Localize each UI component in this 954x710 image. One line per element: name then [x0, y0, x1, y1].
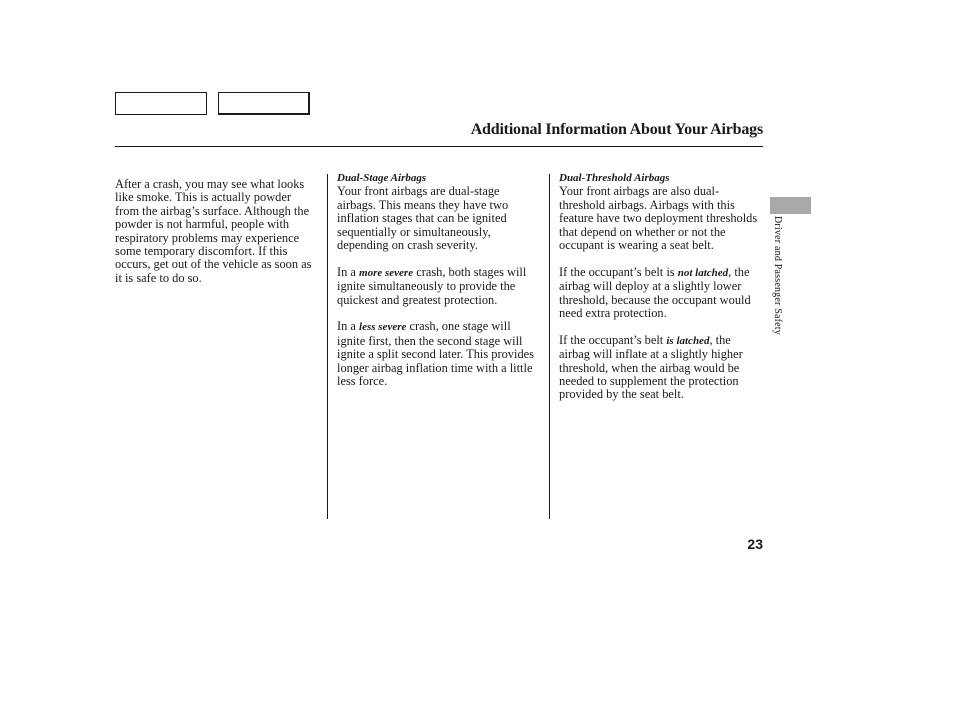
paragraph: Your front airbags are dual-stage airbags. This means they have two inflation stages that can be ignited sequentially or simultaneously, depending on crash severity.	[337, 184, 509, 253]
section-heading: Dual-Threshold Airbags	[559, 172, 670, 184]
text: , the airbag will deploy at a slightly lower threshold, because the occupant would need extra protection.	[559, 264, 751, 321]
column-divider	[327, 174, 328, 519]
emphasis: not latched	[677, 266, 729, 279]
section-tab-marker	[770, 197, 811, 214]
paragraph	[337, 320, 539, 388]
emphasis: less severe	[359, 321, 407, 334]
paragraph	[559, 334, 761, 402]
text: crash, both stages will ignite simultaneously to provide the quickest and greatest protection.	[337, 264, 527, 307]
page-number: 23	[747, 536, 763, 552]
paragraph	[559, 266, 761, 321]
text: If the occupant’s belt	[559, 332, 667, 347]
column-divider	[549, 174, 550, 519]
column-dual-threshold	[559, 172, 761, 415]
section-side-label: Driver and Passenger Safety	[772, 216, 783, 335]
column-dual-stage	[337, 172, 539, 402]
text: In a	[337, 319, 360, 334]
page-title: Additional Information About Your Airbags	[470, 121, 763, 138]
text: In a	[337, 264, 360, 279]
text: If the occupant’s belt is	[559, 264, 678, 279]
text: , the airbag will inflate at a slightly higher threshold, when the airbag would be needed to supplement the protection provided by the seat belt.	[559, 332, 743, 402]
emphasis: is latched	[666, 334, 710, 347]
text: crash, one stage will ignite first, then the second stage will ignite a split second later. This provides longer airbag inflation time with a little less force.	[337, 319, 534, 389]
emphasis: more severe	[359, 266, 414, 279]
paragraph	[337, 266, 539, 307]
column-smoke-info	[115, 172, 315, 299]
section-heading: Dual-Stage Airbags	[337, 172, 427, 184]
title-divider	[115, 146, 763, 147]
next-page-button[interactable]	[218, 92, 310, 115]
previous-page-button[interactable]	[115, 92, 207, 115]
paragraph: After a crash, you may see what looks like smoke. This is actually powder from the airbag’s surface. Although the powder is not harmful, people with respiratory problems may experience some temporary discomfort. If this occurs, get out of the vehicle as soon as it is safe to do so.	[115, 177, 312, 285]
paragraph: Your front airbags are also dual-threshold airbags. Airbags with this feature have two deployment thresholds that depend on whether or not the occupant is wearing a seat belt.	[559, 184, 758, 253]
